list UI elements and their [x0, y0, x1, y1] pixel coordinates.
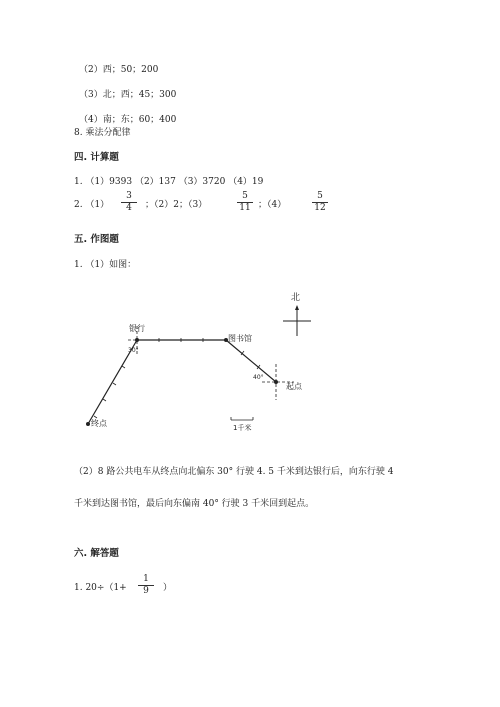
- scale-label: 1千米: [233, 424, 252, 432]
- section4-row2-sep2: ；（4）: [258, 200, 287, 210]
- answer-line-2: （2）西；50；200: [79, 65, 159, 75]
- bank-point: [135, 338, 139, 342]
- section4-row2-sep1: ；（2）2；（3）: [145, 200, 208, 210]
- fraction-numerator: 1: [143, 574, 149, 584]
- fraction-numerator: 3: [126, 191, 132, 201]
- section5-q1: 1. （1）如图：: [74, 260, 137, 270]
- end-point: [86, 422, 90, 426]
- answer-line-3: （3）北；西；45；300: [79, 90, 177, 100]
- fraction-numerator: 5: [242, 191, 248, 201]
- bank-label: 银行: [129, 324, 145, 333]
- route-segment-end-to-bank: [88, 340, 137, 424]
- answer-line-8: 8. 乘法分配律: [74, 128, 131, 138]
- fraction-denominator: 4: [126, 203, 132, 213]
- section6-q1-suffix: ）: [163, 583, 173, 593]
- segment-ticks: [94, 366, 125, 418]
- angle-30-label: 30°: [128, 347, 139, 354]
- north-label: 北: [291, 293, 301, 303]
- section6-q1-prefix: 1. 20÷（1+: [74, 583, 127, 593]
- fraction-denominator: 12: [314, 203, 326, 213]
- answer-line-4: （4）南；东；60；400: [79, 115, 177, 125]
- section5-answer-line1: （2）8 路公共电车从终点向北偏东 30° 行驶 4. 5 千米到达银行后，向东行驶 4: [74, 467, 394, 477]
- section4-row1: 1. （1）9393 （2）137 （3）3720 （4）19: [74, 177, 264, 187]
- angle-40-label: 40°: [253, 374, 264, 381]
- fraction-1-9: [135, 574, 157, 597]
- section4-row2-prefix: 2. （1）: [74, 200, 110, 210]
- library-label: 图书馆: [228, 334, 252, 343]
- route-segment-library-to-start: [226, 340, 276, 382]
- fraction-numerator: 5: [317, 191, 323, 201]
- section4-title: 四. 计算题: [74, 152, 119, 163]
- section5-title: 五. 作图题: [74, 234, 119, 245]
- section5-answer-line2: 千米到达图书馆，最后向东偏南 40° 行驶 3 千米回到起点。: [74, 499, 315, 509]
- fraction-denominator: 9: [143, 586, 149, 596]
- scale-bar: [231, 417, 253, 420]
- fraction-denominator: 11: [239, 203, 251, 213]
- start-label: 起点: [286, 382, 302, 391]
- compass-icon: [283, 305, 311, 336]
- section6-title: 六. 解答题: [74, 548, 119, 559]
- end-label: 终点: [91, 419, 107, 428]
